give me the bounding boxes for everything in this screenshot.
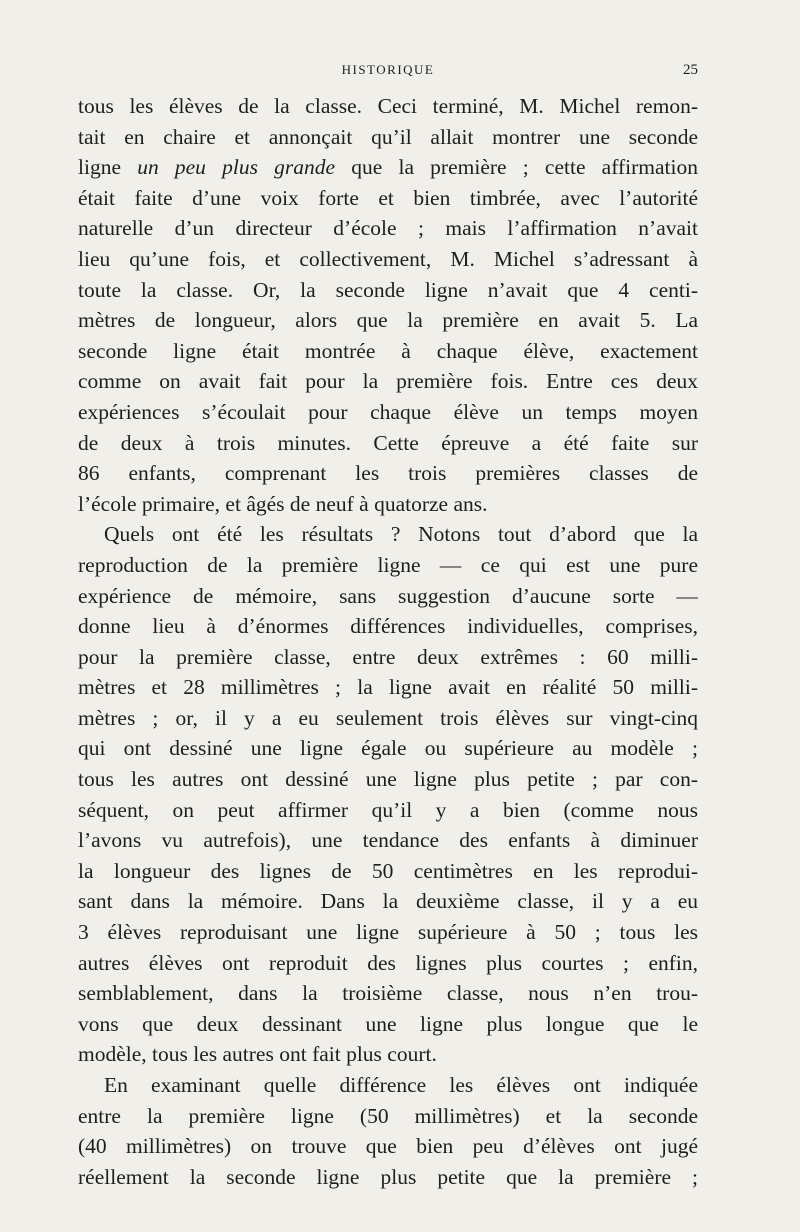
- text-line: toute la classe. Or, la seconde ligne n’avait que 4 centi-: [78, 277, 698, 302]
- text-line: mètres de longueur, alors que la première en avait 5. La: [78, 308, 698, 333]
- text-line: qui ont dessiné une ligne égale ou supérieure au modèle ;: [78, 736, 698, 761]
- text-line: était faite d’une voix forte et bien timbrée, avec l’autorité: [78, 185, 698, 210]
- text-line: tous les autres ont dessiné une ligne plus petite ; par con-: [78, 767, 698, 792]
- text-line: tous les élèves de la classe. Ceci terminé, M. Michel remon-: [78, 94, 698, 118]
- text-line: sant dans la mémoire. Dans la deuxième classe, il y a eu: [78, 889, 698, 914]
- text-line: entre la première ligne (50 millimètres) et la seconde: [78, 1103, 698, 1128]
- text-line: pour la première classe, entre deux extrêmes : 60 milli-: [78, 644, 698, 669]
- text-line: mètres et 28 millimètres ; la ligne avait en réalité 50 milli-: [78, 675, 698, 700]
- paragraph-first-line: En examinant quelle différence les élèves ont indiquée: [104, 1073, 698, 1097]
- text-line: seconde ligne était montrée à chaque élève, exactement: [78, 338, 698, 363]
- text-line: tait en chaire et annonçait qu’il allait montrer une seconde: [78, 124, 698, 149]
- text-line: donne lieu à d’énormes différences individuelles, comprises,: [78, 614, 698, 639]
- text-line: séquent, on peut affirmer qu’il y a bien (comme nous: [78, 797, 698, 822]
- text-line: (40 millimètres) on trouve que bien peu d’élèves ont jugé: [78, 1134, 698, 1159]
- text-line: mètres ; or, il y a eu seulement trois élèves sur vingt-cinq: [78, 705, 698, 730]
- text-line: l’avons vu autrefois), une tendance des enfants à diminuer: [78, 828, 698, 853]
- text-line: expérience de mémoire, sans suggestion d’aucune sorte —: [78, 583, 698, 608]
- text-line: comme on avait fait pour la première fois. Entre ces deux: [78, 369, 698, 394]
- text-line: 86 enfants, comprenant les trois premières classes de: [78, 461, 698, 486]
- text-segment: que la première ; cette affirmation: [351, 155, 698, 180]
- text-line: [78, 152, 698, 183]
- text-line: 3 élèves reproduisant une ligne supérieure à 50 ; tous les: [78, 920, 698, 945]
- text-line: expériences s’écoulait pour chaque élève un temps moyen: [78, 399, 698, 424]
- paragraph-first-line: Quels ont été les résultats ? Notons tout d’abord que la: [104, 522, 698, 547]
- text-line: naturelle d’un directeur d’école ; mais l’affirmation n’avait: [78, 216, 698, 241]
- text-line: reproduction de la première ligne — ce qui est une pure: [78, 552, 698, 577]
- text-line: la longueur des lignes de 50 centimètres en les reprodui-: [78, 858, 698, 883]
- running-head: [78, 62, 698, 84]
- running-title: HISTORIQUE: [341, 62, 435, 77]
- italic-phrase: un peu plus grande: [137, 155, 336, 180]
- text-line: réellement la seconde ligne plus petite que la première ;: [78, 1164, 698, 1189]
- text-line: de deux à trois minutes. Cette épreuve a été faite sur: [78, 430, 698, 455]
- body-text: [78, 91, 698, 1192]
- text-segment: ligne: [78, 155, 121, 180]
- text-line: semblablement, dans la troisième classe, nous n’en trou-: [78, 981, 698, 1006]
- text-line: vons que deux dessinant une ligne plus longue que le: [78, 1011, 698, 1036]
- page-number: 25: [683, 62, 698, 78]
- paragraph-last-line: l’école primaire, et âgés de neuf à quatorze ans.: [78, 491, 488, 516]
- text-line: lieu qu’une fois, et collectivement, M. Michel s’adressant à: [78, 246, 698, 271]
- paragraph-last-line: modèle, tous les autres ont fait plus court.: [78, 1042, 437, 1067]
- text-line: autres élèves ont reproduit des lignes plus courtes ; enfin,: [78, 950, 698, 975]
